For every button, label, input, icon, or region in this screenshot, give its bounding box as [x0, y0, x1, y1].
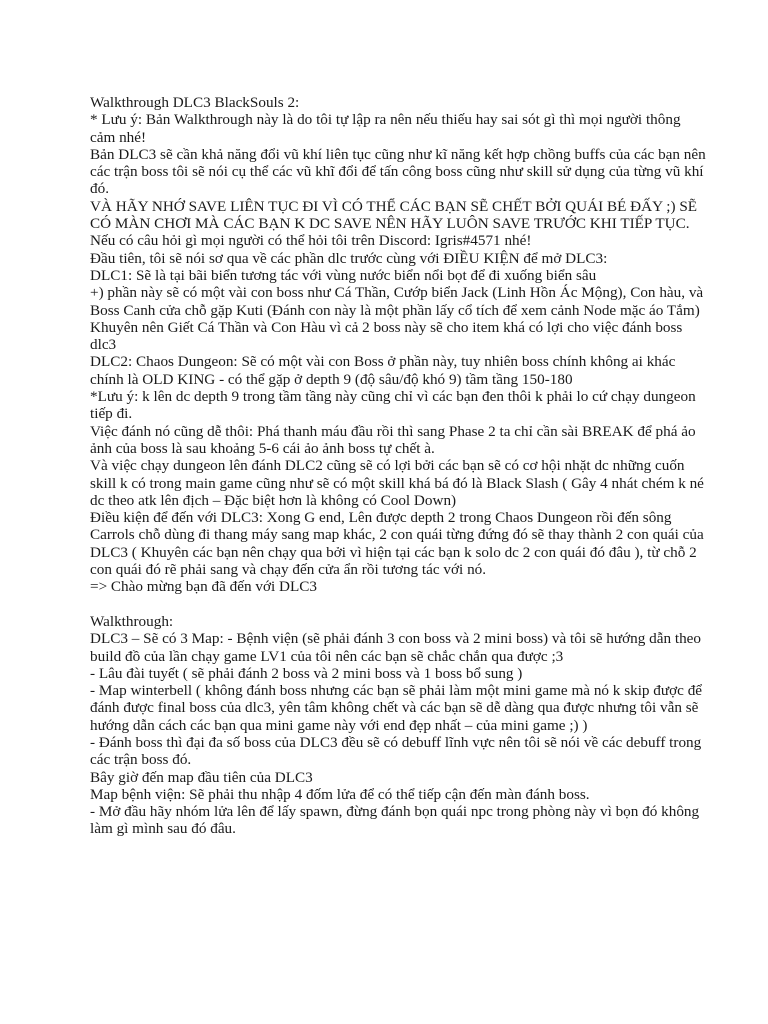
paragraph-dlc3-maps: DLC3 – Sẽ có 3 Map: - Bệnh viện (sẽ phải đánh 3 con boss và 2 mini boss) và tôi sẽ hướng dẫn theo build đồ của lần chạy game LV1 của tôi nên các bạn sẽ chắc chắn qua được ;3: [90, 630, 702, 665]
paragraph-dlc1-bosses: +) phần này sẽ có một vài con boss như Cá Thần, Cướp biển Jack (Linh Hồn Ác Mộng), Con hàu, và Boss Canh cửa chỗ gặp Kuti (Đánh con này là một phần lấy cổ tích để xem cảnh Node mặc áo Tắm): [90, 284, 704, 319]
paragraph-intro: Bản DLC3 sẽ cần khả năng đổi vũ khí liên tục cũng như kĩ năng kết hợp chồng buffs của các bạn nên các trận boss tôi sẽ nói cụ thể các vũ khĩ đổi để tấn công boss cũng như skill sử dụng của từng vũ khí đó.: [90, 145, 706, 198]
paragraph-dlc2: DLC2: Chaos Dungeon: Sẽ có một vài con Boss ở phần này, tuy nhiên boss chính không ai khác chính là OLD KING - có thể gặp ở depth 9 (độ sâu/độ khó 9) tầm tầng 150-180: [90, 353, 676, 388]
document-body: [90, 94, 708, 838]
blank-line: [90, 596, 708, 613]
paragraph-dlc1-advice: Khuyên nên Giết Cá Thần và Con Hàu vì cả 2 boss này sẽ cho item khá có lợi cho việc đánh boss dlc3: [90, 318, 683, 354]
paragraph-dlc2-benefit: Và việc chạy dungeon lên đánh DLC2 cũng sẽ có lợi bởi các bạn sẽ có cơ hội nhặt dc những cuốn skill k có trong main game cũng như sẽ có một skill khá bá đó là Black Slash ( Gây 4 nhát chém k né dc theo atk lên địch – Đặc biệt hơn là không có Cool Down): [90, 457, 704, 509]
paragraph-snow-castle: - Lâu đài tuyết ( sẽ phải đánh 2 boss và 2 mini boss và 1 boss bổ sung ): [90, 664, 523, 682]
section-heading-walkthrough: Walkthrough:: [90, 612, 174, 630]
paragraph-dlc1: DLC1: Sẽ là tại bãi biển tương tác với vùng nước biển nổi bọt để đi xuống biển sâu: [90, 266, 597, 284]
paragraph-winterbell: - Map winterbell ( không đánh boss nhưng các bạn sẽ phải làm một mini game mà nó k skip được để đánh được final boss của dlc3, yên tâm không chết và các bạn sẽ dễ dàng qua được nhưng tôi vẫn sẽ hướng dẫn cách các bạn qua mini game này với end đẹp nhất – của mini game ;) ): [90, 682, 703, 734]
paragraph-hospital-map: Map bệnh viện: Sẽ phải thu nhập 4 đốm lửa để có thể tiếp cận đến màn đánh boss.: [90, 785, 590, 803]
paragraph-dlc2-fight: Việc đánh nó cũng dễ thôi: Phá thanh máu đầu rồi thì sang Phase 2 ta chỉ cần sài BREAK để phá ảo ảnh của boss là sau khoảng 5-6 cái ảo ảnh boss tự chết à.: [90, 422, 696, 457]
paragraph-dlc2-note: *Lưu ý: k lên dc depth 9 trong tầm tầng này cũng chỉ vì các bạn đen thôi k phải lo cứ chạy dungeon tiếp đi.: [90, 388, 696, 423]
paragraph-welcome: => Chào mừng bạn đã đến với DLC3: [90, 578, 318, 596]
paragraph-conditions-intro: Đầu tiên, tôi sẽ nói sơ qua về các phần dlc trước cùng với ĐIỀU KIỆN để mở DLC3:: [90, 249, 608, 267]
paragraph-debuff: - Đánh boss thì đại đa số boss của DLC3 đều sẽ có debuff lĩnh vực nên tôi sẽ nói về các debuff trong các trận boss đó.: [90, 733, 702, 769]
document-title: Walkthrough DLC3 BlackSouls 2:: [90, 94, 300, 111]
paragraph-hospital-start: - Mở đầu hãy nhóm lửa lên để lấy spawn, đừng đánh bọn quái npc trong phòng này vì bọn đó không làm gì mình sau đó đâu.: [90, 803, 700, 838]
paragraph-discord: Nếu có câu hỏi gì mọi người có thể hỏi tôi trên Discord: Igris#4571 nhé!: [90, 232, 532, 250]
paragraph-dlc3-conditions: Điều kiện để đến với DLC3: Xong G end, Lên được depth 2 trong Chaos Dungeon rồi đến sông Carrols chỗ dùng đi thang máy sang map khác, 2 con quái từng đứng đó sẽ thay thành 2 con quái của DLC3 ( Khuyên các bạn nên chạy qua bởi vì hiện tại các bạn k solo dc 2 con quái đó đâu ), từ chỗ 2 con quái đó rẽ phải sang và chạy đến cửa ẩn rồi tương tác với nó.: [90, 509, 704, 579]
paragraph-note: * Lưu ý: Bản Walkthrough này là do tôi tự lập ra nên nếu thiếu hay sai sót gì thì mọi người thông cảm nhé!: [90, 111, 681, 146]
paragraph-first-map: Bây giờ đến map đầu tiên của DLC3: [90, 768, 313, 786]
paragraph-save-warning: VÀ HÃY NHỚ SAVE LIÊN TỤC ĐI VÌ CÓ THỂ CÁC BẠN SẼ CHẾT BỞI QUÁI BÉ ĐẤY ;) SẼ CÓ MÀN CHƠI MÀ CÁC BẠN K DC SAVE NÊN HÃY LUÔN SAVE TRƯỚC KHI TIẾP TỤC.: [90, 197, 698, 233]
